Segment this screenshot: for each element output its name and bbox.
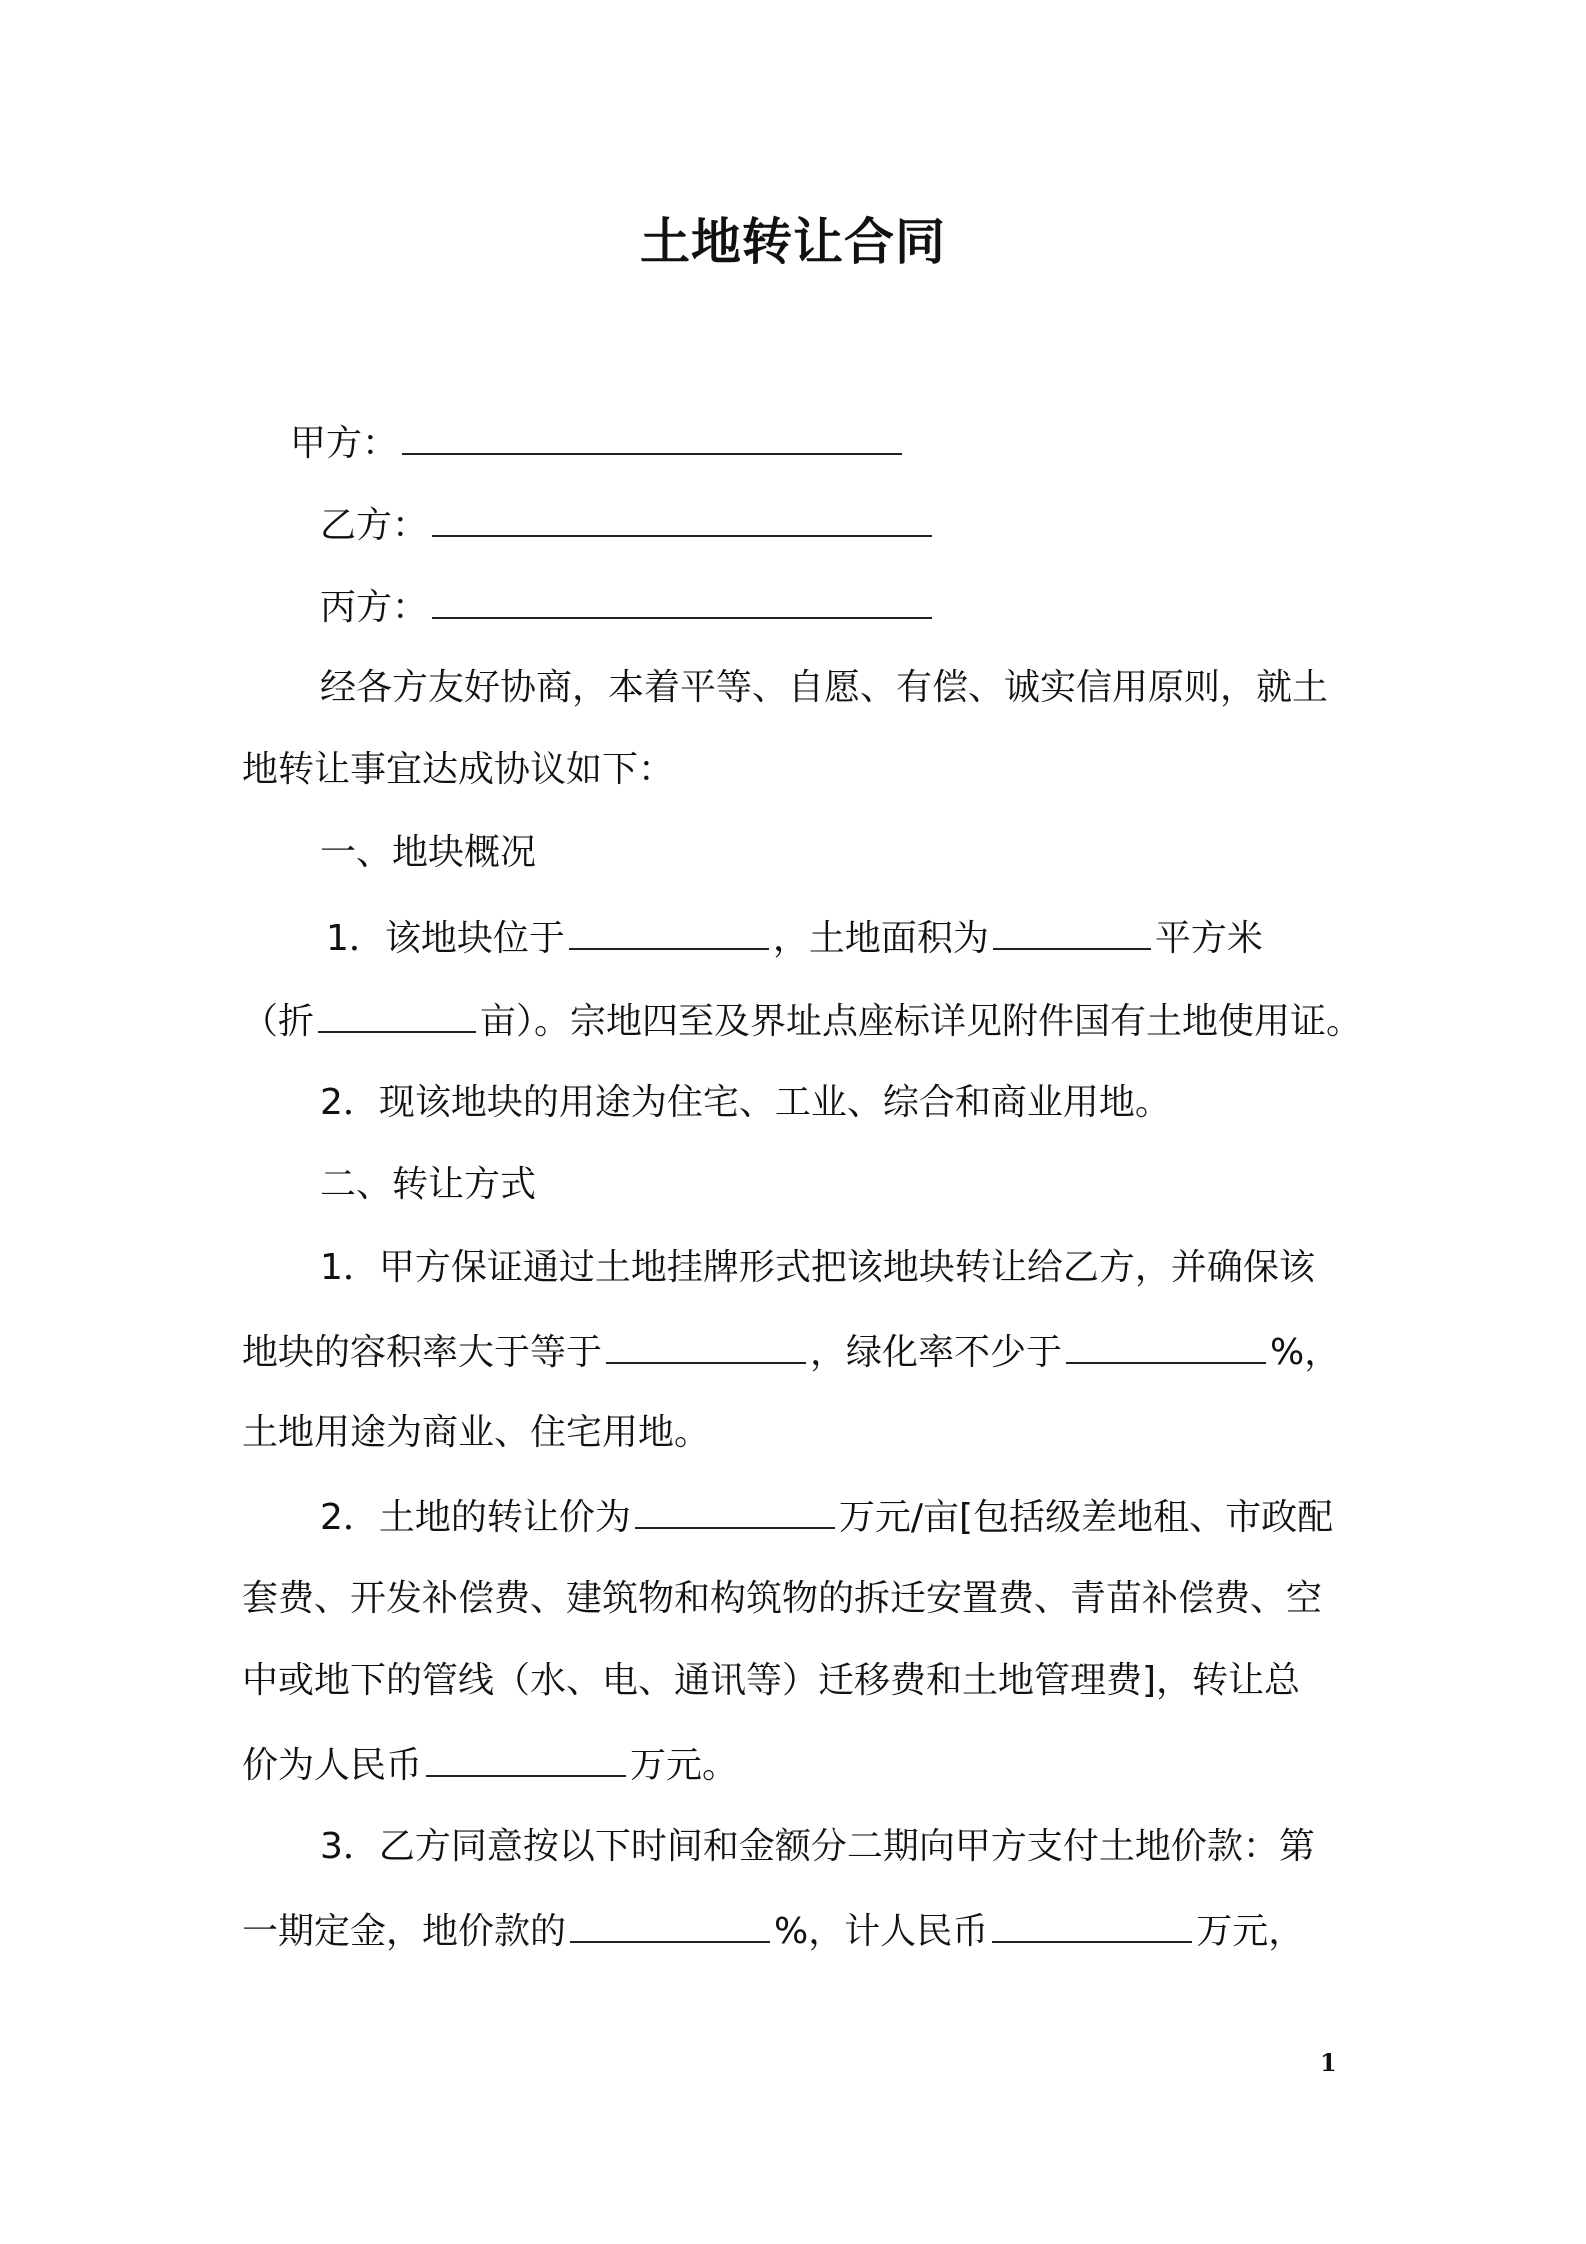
section-1-item-1-line-1 [326,912,1263,964]
section-2-item-2-line-4 [242,1739,738,1791]
preamble-line-1: 经各方友好协商，本着平等、自愿、有偿、诚实信用原则，就土 [320,667,1329,708]
item-text: （折 [242,1001,315,1042]
party-b-line [320,499,936,551]
party-b-label: 乙方： [320,505,429,546]
section-1-item-1-line-2 [242,995,1362,1047]
item-text: 1．该地块位于 [326,918,565,959]
item-text: ，绿化率不少于 [810,1332,1063,1373]
item-text: 平方米 [1154,918,1263,959]
document-title: 土地转让合同 [640,213,946,271]
section-2-heading: 二、转让方式 [320,1164,537,1205]
item-text: %， [1270,1332,1341,1373]
deposit-amount-blank [992,1905,1192,1943]
section-2-item-1-line-3: 土地用途为商业、住宅用地。 [242,1412,711,1453]
item-text: 亩）。宗地四至及界址点座标详见附件国有土地使用证。 [480,1001,1363,1042]
green-rate-blank [1066,1326,1266,1364]
party-a-blank [402,417,902,455]
area-sqm-blank [993,912,1151,950]
item-text: 地块的容积率大于等于 [242,1332,603,1373]
area-mu-blank [318,995,476,1033]
deposit-percent-blank [570,1905,770,1943]
item-text: 万元。 [630,1745,739,1786]
section-2-item-3-line-1: 3．乙方同意按以下时间和金额分二期向甲方支付土地价款：第 [320,1826,1315,1867]
section-2-item-2-line-1 [320,1491,1333,1543]
section-2-item-2-line-3: 中或地下的管线（水、电、通讯等）迁移费和土地管理费]，转让总 [242,1660,1301,1701]
party-a-label: 甲方： [290,423,399,464]
party-c-line [320,581,936,633]
location-blank [569,912,769,950]
item-text: %，计人民币 [774,1911,989,1952]
item-text: 万元， [1196,1911,1305,1952]
section-2-item-1-line-2 [242,1326,1340,1378]
section-2-item-2-line-2: 套费、开发补偿费、建筑物和构筑物的拆迁安置费、青苗补偿费、空 [242,1578,1323,1619]
item-text: 价为人民币 [242,1745,423,1786]
preamble-line-2: 地转让事宜达成协议如下： [242,749,675,790]
item-text: 万元/亩[包括级差地租、市政配 [838,1497,1334,1538]
section-1-heading: 一、地块概况 [320,832,537,873]
section-1-item-2: 2．现该地块的用途为住宅、工业、综合和商业用地。 [320,1082,1171,1123]
item-text: 2．土地的转让价为 [320,1497,631,1538]
section-2-item-3-line-2 [242,1905,1304,1957]
page-number: 1 [1320,2048,1337,2077]
plot-ratio-blank [606,1326,806,1364]
unit-price-blank [635,1491,835,1529]
total-price-blank [426,1739,626,1777]
item-text: 一期定金，地价款的 [242,1911,567,1952]
party-b-blank [432,499,932,537]
party-c-label: 丙方： [320,587,429,628]
section-2-item-1-line-1: 1．甲方保证通过土地挂牌形式把该地块转让给乙方，并确保该 [320,1247,1315,1288]
party-c-blank [432,581,932,619]
party-a-line [290,417,906,469]
item-text: ，土地面积为 [772,918,989,959]
